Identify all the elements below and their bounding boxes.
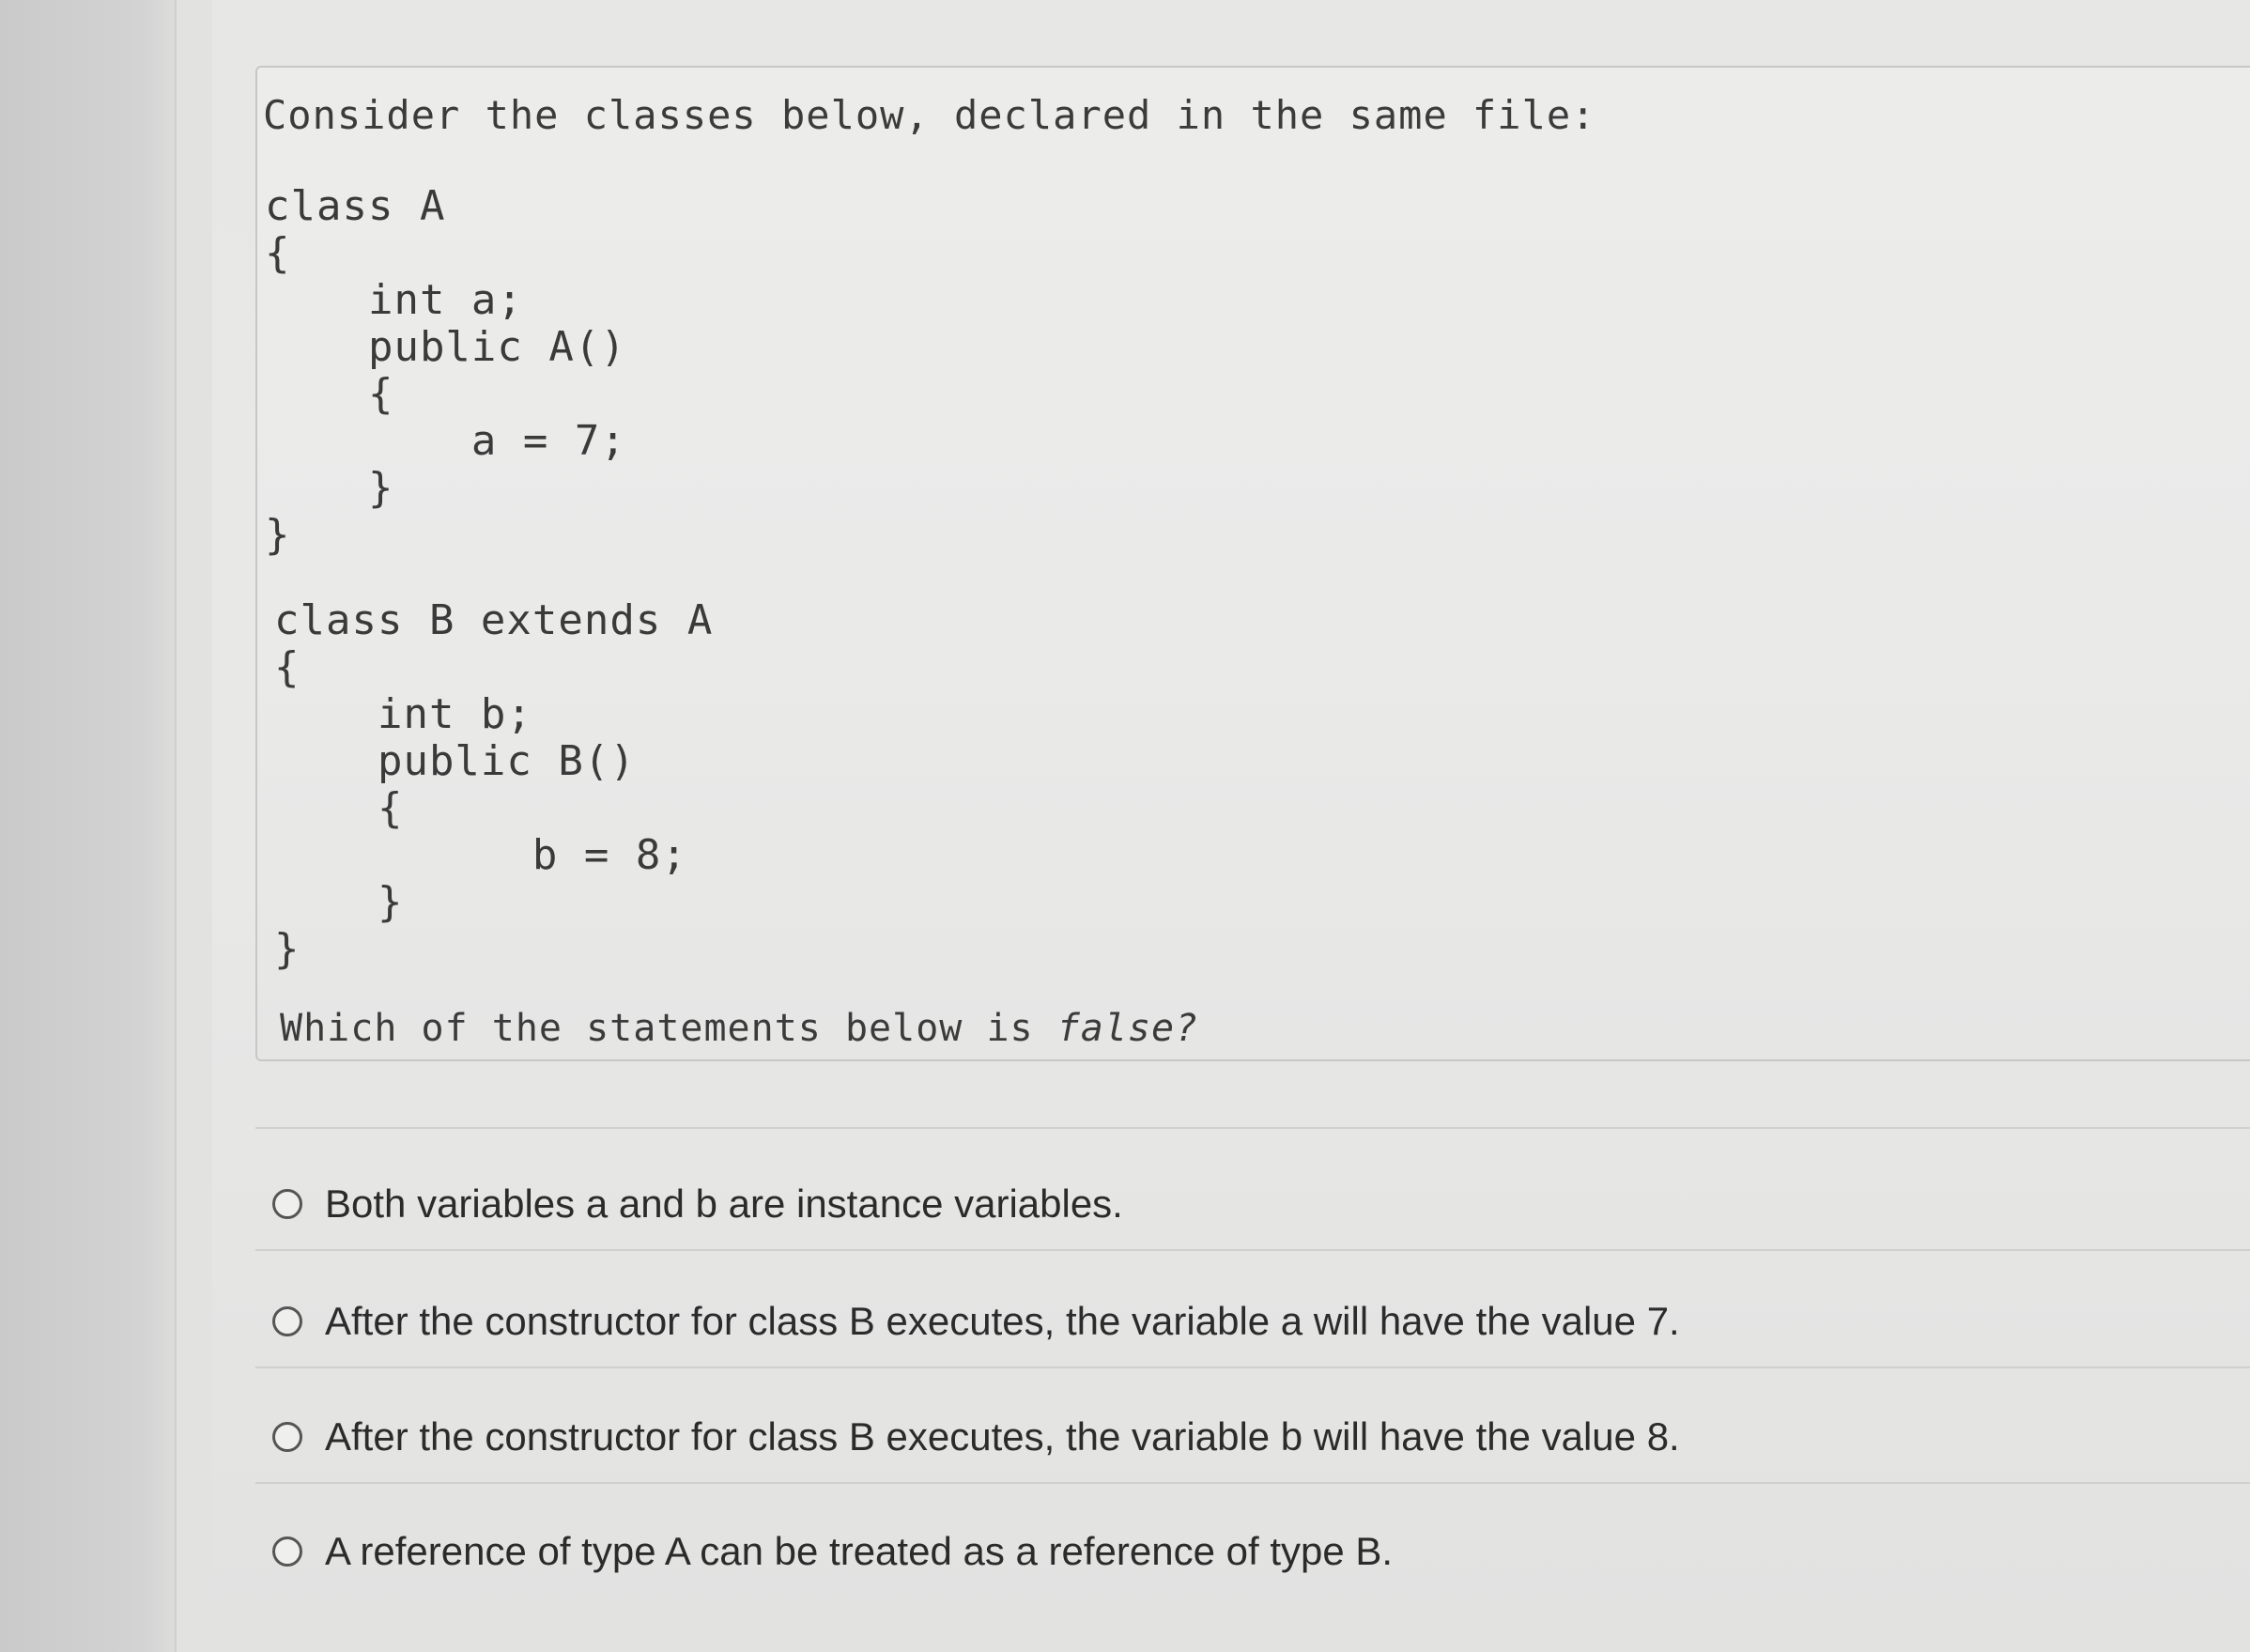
radio-button[interactable]	[272, 1306, 302, 1336]
question-ask-prefix: Which of the statements below is	[280, 1007, 1057, 1050]
radio-button[interactable]	[272, 1189, 302, 1219]
divider	[255, 1127, 2250, 1129]
radio-button[interactable]	[272, 1536, 302, 1567]
option-label: Both variables a and b are instance variables.	[325, 1181, 1123, 1226]
code-class-b: class B extends A { int b; public B() { b = 8; } }	[274, 596, 714, 973]
option-label: After the constructor for class B executes, the variable b will have the value 8.	[325, 1414, 1680, 1459]
question-ask-emphasis: false?	[1056, 1007, 1199, 1050]
code-class-a: class A { int a; public A() { a = 7; } }	[265, 182, 626, 559]
option-label: A reference of type A can be treated as a reference of type B.	[325, 1529, 1394, 1573]
question-ask	[280, 1005, 1198, 1052]
option-2[interactable]	[272, 1291, 1680, 1351]
option-4[interactable]	[272, 1521, 1393, 1582]
divider	[255, 1249, 2250, 1251]
radio-button[interactable]	[272, 1422, 302, 1452]
option-3[interactable]	[272, 1407, 1680, 1467]
divider	[255, 1482, 2250, 1484]
option-label: After the constructor for class B executes, the variable a will have the value 7.	[325, 1299, 1680, 1343]
question-prompt: Consider the classes below, declared in the same file:	[263, 92, 1596, 138]
divider	[255, 1366, 2250, 1368]
left-rail	[0, 0, 177, 1652]
option-1[interactable]	[272, 1174, 1123, 1234]
